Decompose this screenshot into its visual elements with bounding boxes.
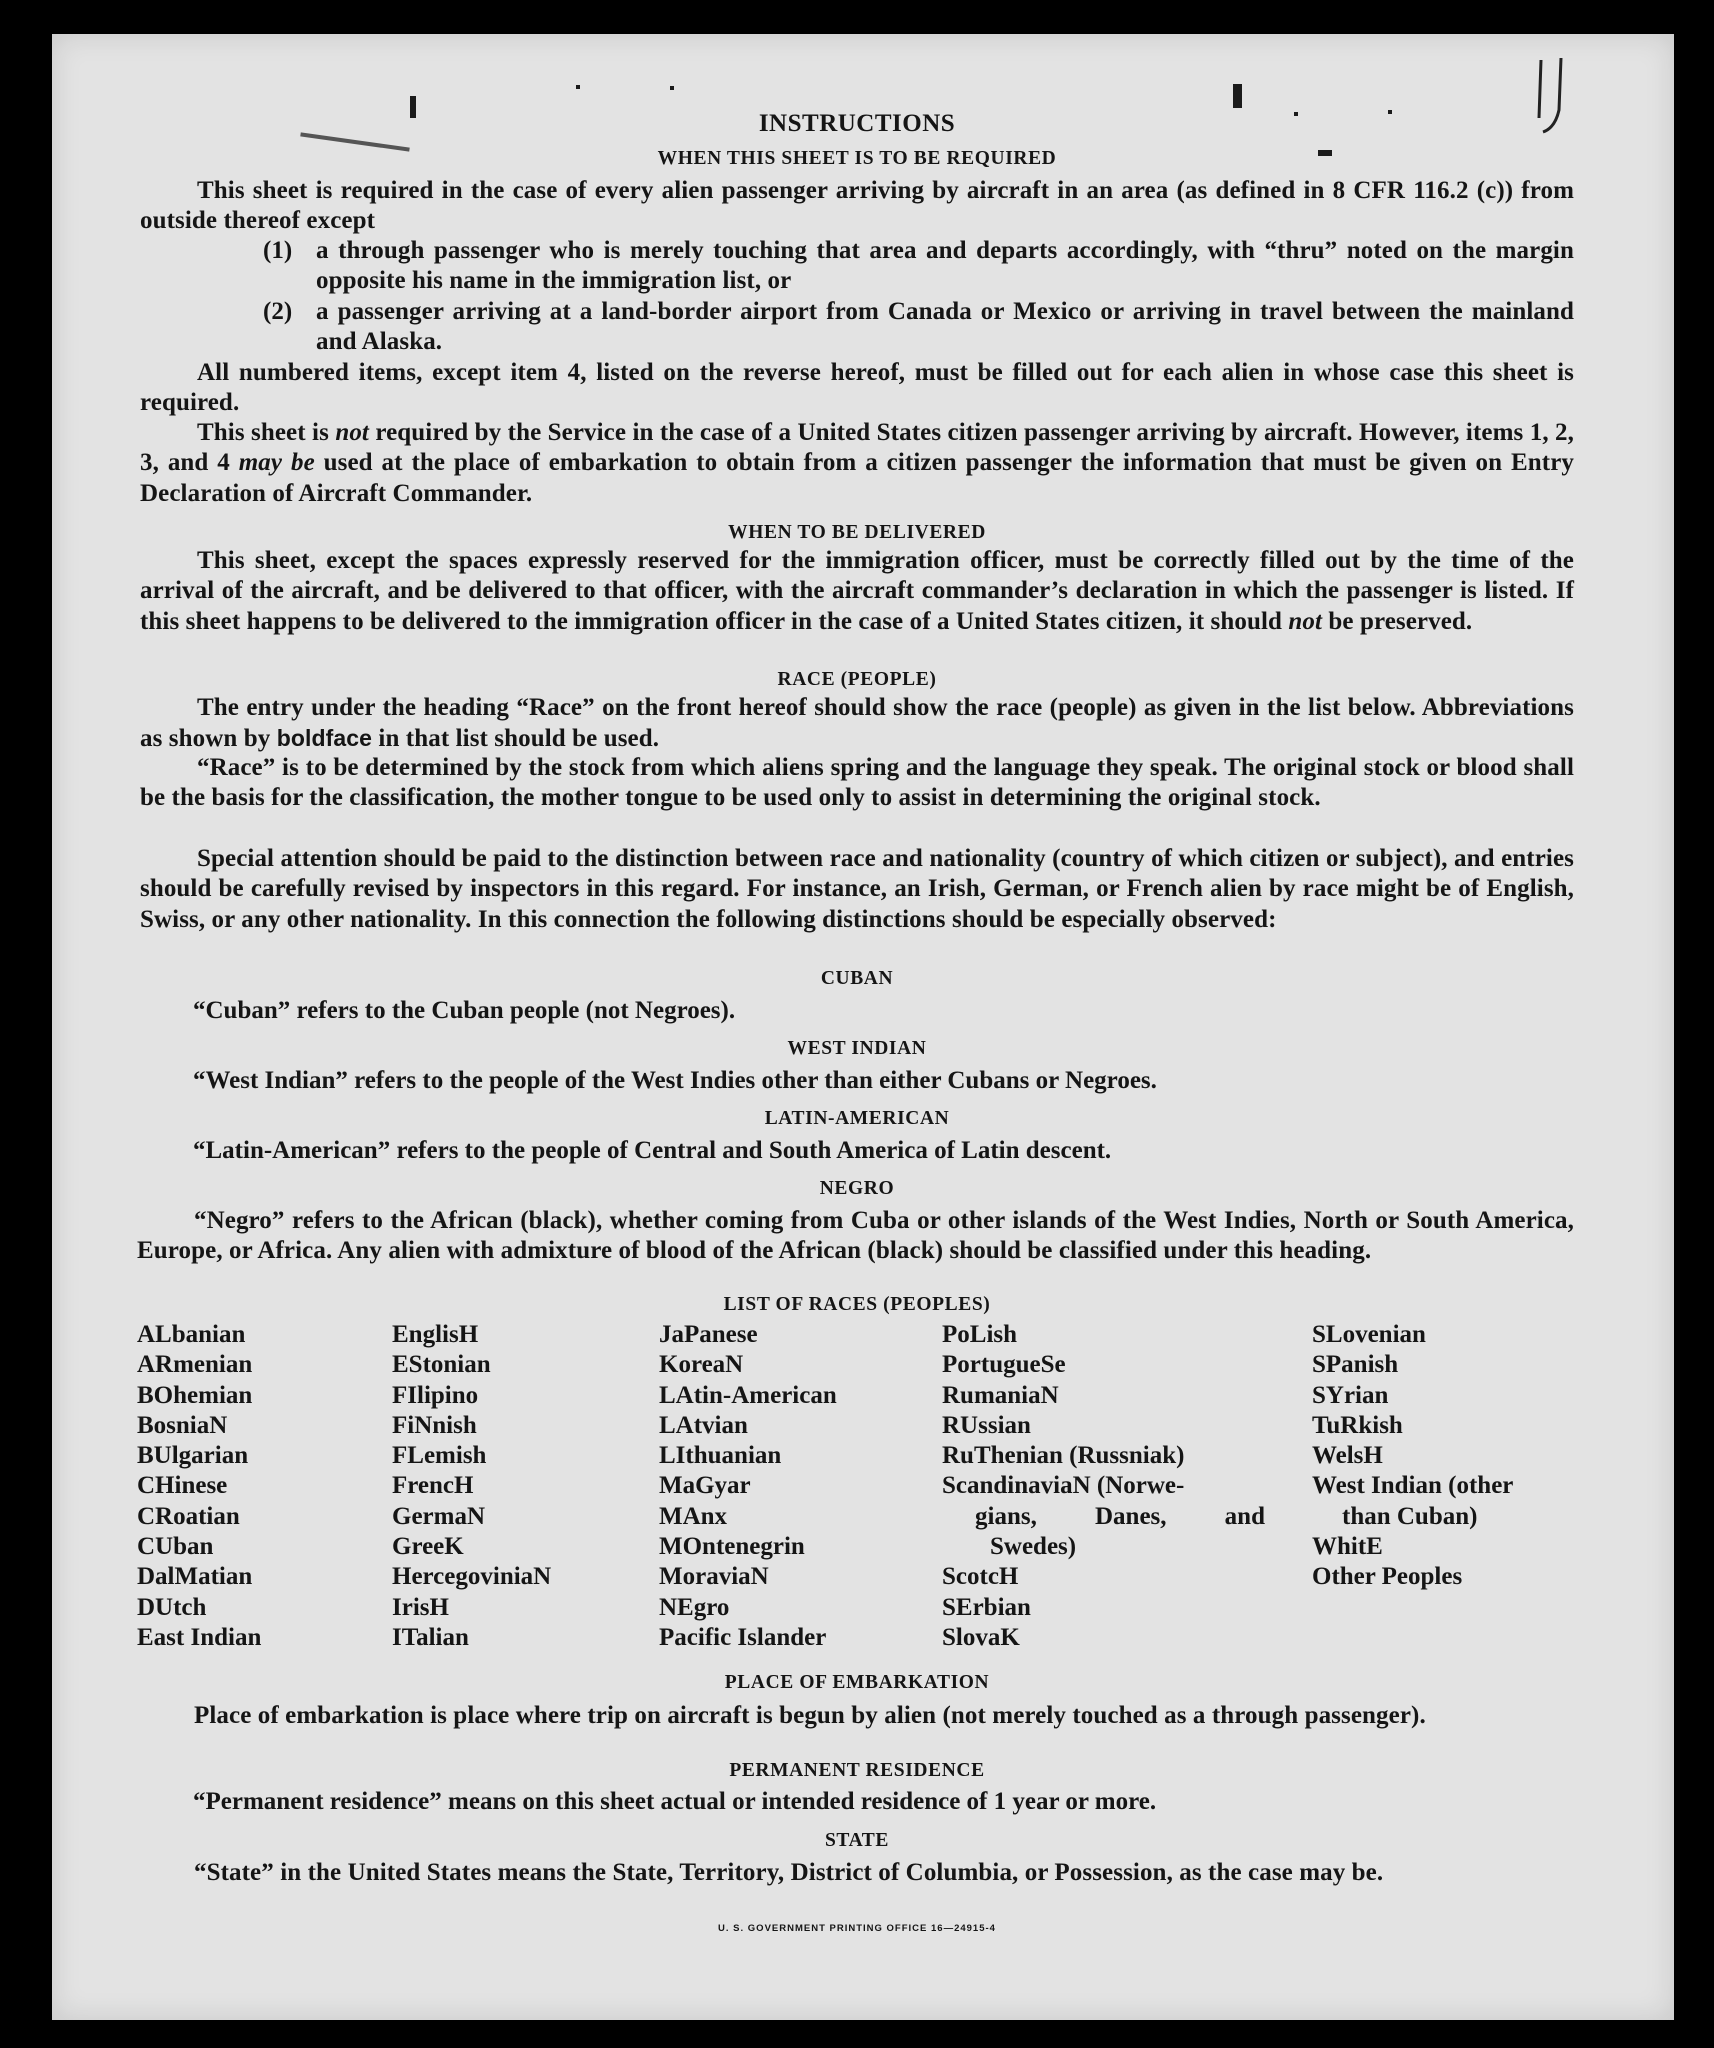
heading-latin-american: LATIN-AMERICAN	[764, 1108, 950, 1129]
heading-when-delivered: WHEN TO BE DELIVERED	[728, 522, 986, 543]
race-list-item: CUban	[137, 1533, 214, 1561]
latin-american-text: “Latin-American” refers to the people of Central and South America of Latin descent.	[193, 1137, 1112, 1164]
races-column-4	[942, 1320, 1265, 1653]
race-list-item: KoreaN	[659, 1351, 744, 1379]
west-indian-text: “West Indian” refers to the people of the West Indies other than either Cubans or Negroes.	[193, 1067, 1157, 1094]
race-list-item: SErbian	[942, 1593, 1031, 1621]
item-1-text: a through passenger who is merely touching that area and departs accordingly, with “thru” noted on the margin opposite his name in the immigration list, or	[316, 237, 1574, 295]
race-paragraph-3: Special attention should be paid to the distinction between race and nationality (country of which citizen or subject), and entries should be carefully revised by inspectors in this regard. For instance, an Irish, German, or French alien by race might be of English, Swiss, or any other nationality. In this connection the following distinctions should be especially observed:	[140, 845, 1574, 933]
race-list-item: BUlgarian	[137, 1442, 249, 1470]
race-list-item: MaGyar	[659, 1472, 751, 1500]
race-list-item: FiNnish	[392, 1411, 477, 1439]
heading-permanent-residence: PERMANENT RESIDENCE	[729, 1760, 985, 1781]
race-list-item: FIlipino	[392, 1381, 479, 1409]
race-list-item: WhitE	[1312, 1533, 1383, 1561]
numbered-items-paragraph: All numbered items, except item 4, listed on the reverse hereof, must be filled out for each alien in whose case this sheet is required.	[140, 359, 1574, 417]
race-list-item: West Indian (other	[1312, 1472, 1514, 1500]
race-list-item: JaPanese	[659, 1321, 758, 1348]
race-list-item: CHinese	[137, 1472, 228, 1500]
race-list-item: ITalian	[392, 1623, 469, 1651]
state-paragraph: “State” in the United States means the State, Territory, District of Columbia, or Possession, as the case may be.	[194, 1859, 1384, 1886]
residence-text: “Permanent residence” means on this sheet actual or intended residence of 1 year or more.	[193, 1788, 1157, 1815]
race-list-item: GermaN	[392, 1502, 486, 1530]
heading-when-required: WHEN THIS SHEET IS TO BE REQUIRED	[657, 148, 1057, 169]
race-list-item: SlovaK	[942, 1623, 1020, 1651]
race-list-item: CRoatian	[137, 1502, 240, 1530]
races-column-1	[137, 1320, 261, 1653]
item-2-text: a passenger arriving at a land-border airport from Canada or Mexico or arriving in travel between the mainland and Alaska.	[316, 298, 1574, 356]
race-list-item: ARmenian	[137, 1351, 253, 1379]
race-list-item: SYrian	[1312, 1381, 1389, 1409]
item-2-number: (2)	[263, 298, 293, 325]
race-list-item: HercegoviniaN	[392, 1563, 552, 1591]
intro-paragraph: This sheet is required in the case of every alien passenger arriving by aircraft in an area (as defined in 8 CFR 116.2 (c)) from outside thereof except	[140, 177, 1574, 235]
race-list-item: RumaniaN	[942, 1381, 1059, 1409]
race-list-item: PoLish	[942, 1321, 1018, 1348]
race-list-item: FLemish	[392, 1442, 487, 1470]
delivered-paragraph: This sheet, except the spaces expressly reserved for the immigration officer, must be correctly filled out by the time of the arrival of the aircraft, and be delivered to that officer, with the aircraft commander’s declaration in which the passenger is listed. If this sheet happens to be delivered to the immigration officer in the case of a United States citizen, it should not be preserved.	[140, 547, 1574, 635]
race-list-item: GreeK	[392, 1533, 464, 1561]
race-list-item: EnglisH	[392, 1321, 479, 1348]
heading-state: STATE	[824, 1830, 890, 1851]
cuban-text: “Cuban” refers to the Cuban people (not Negroes).	[193, 997, 736, 1024]
race-list-item: PortugueSe	[942, 1351, 1066, 1379]
race-list-item: RUssian	[942, 1411, 1031, 1439]
race-list-item: RuThenian (Russniak)	[942, 1442, 1185, 1470]
race-list-item: Swedes)	[990, 1533, 1077, 1561]
race-list-item: TuRkish	[1312, 1411, 1403, 1439]
citizen-paragraph: This sheet is not required by the Service in the case of a United States citizen passenger arriving by aircraft. However, items 1, 2, 3, and 4 may be used at the place of embarkation to obtain from a citizen passenger the information that must be given on Entry Declaration of Aircraft Commander.	[140, 419, 1574, 507]
race-list-item: DUtch	[137, 1593, 207, 1621]
race-list-item: Other Peoples	[1312, 1563, 1463, 1591]
heading-race: RACE (PEOPLE)	[777, 669, 937, 690]
scan-speck	[576, 85, 580, 89]
race-list-item: MoraviaN	[659, 1563, 769, 1591]
race-list-item: NEgro	[659, 1593, 730, 1621]
race-list-item: LAtin-American	[659, 1381, 837, 1409]
race-list-item: SLovenian	[1312, 1321, 1426, 1348]
embarkation-paragraph: Place of embarkation is place where trip on aircraft is begun by alien (not merely touched as a through passenger).	[194, 1702, 1426, 1729]
race-list-item: MOntenegrin	[659, 1533, 805, 1561]
item-1-number: (1)	[263, 237, 293, 264]
race-list-item: East Indian	[137, 1623, 262, 1651]
race-list-item: SPanish	[1312, 1351, 1399, 1379]
races-column-3	[659, 1320, 837, 1653]
negro-paragraph: “Negro” refers to the African (black), whether coming from Cuba or other islands of the West Indies, North or South America, Europe, or Africa. Any alien with admixture of blood of the African (black) should be classified under this heading.	[137, 1207, 1574, 1265]
race-list-item: LIthuanian	[659, 1442, 782, 1470]
race-list-item: Pacific Islander	[659, 1623, 827, 1651]
heading-list-of-races: LIST OF RACES (PEOPLES)	[723, 1294, 991, 1315]
race-list-item: EStonian	[392, 1351, 491, 1379]
heading-west-indian: WEST INDIAN	[787, 1038, 927, 1059]
scan-speck	[670, 86, 674, 90]
race-paragraph-1: The entry under the heading “Race” on the front hereof should show the race (people) as given in the list below. Abbreviations as shown by boldface in that list should be used.	[140, 694, 1574, 753]
heading-negro: NEGRO	[819, 1178, 895, 1199]
race-list-item: MAnx	[659, 1502, 728, 1530]
race-list-item: BosniaN	[137, 1411, 228, 1439]
race-list-item: DalMatian	[137, 1563, 253, 1591]
race-list-item: ScandinaviaN (Norwe-	[942, 1472, 1185, 1500]
page-title: INSTRUCTIONS	[758, 110, 956, 137]
race-list-item: FrencH	[392, 1472, 474, 1500]
heading-cuban: CUBAN	[820, 968, 894, 989]
race-list-item: gians, Danes, and	[975, 1502, 1265, 1530]
race-paragraph-2: “Race” is to be determined by the stock from which aliens spring and the language they speak. The original stock or blood shall be the basis for the classification, the mother tongue to be used only to assist in determining the original stock.	[140, 754, 1574, 812]
scan-speck	[1233, 84, 1242, 108]
races-column-2	[392, 1320, 551, 1653]
races-column-5	[1312, 1320, 1570, 1593]
race-list-item: LAtvian	[659, 1411, 748, 1439]
heading-place-of-embarkation: PLACE OF EMBARKATION	[724, 1672, 990, 1693]
race-list-item: BOhemian	[137, 1381, 253, 1409]
race-list-item: ScotcH	[942, 1563, 1019, 1591]
race-list-item: IrisH	[392, 1593, 449, 1621]
race-list-item: than Cuban)	[1342, 1502, 1478, 1530]
printing-office-footer: U. S. GOVERNMENT PRINTING OFFICE 16—24915-4	[718, 1923, 996, 1934]
race-list-item: WelsH	[1312, 1442, 1383, 1470]
race-list-item: ALbanian	[137, 1321, 246, 1348]
